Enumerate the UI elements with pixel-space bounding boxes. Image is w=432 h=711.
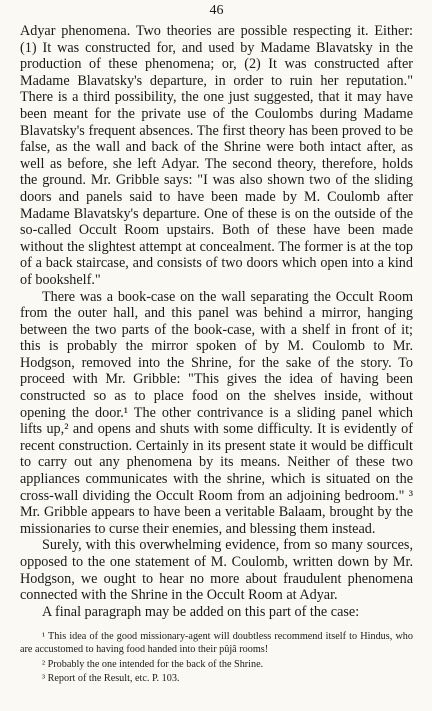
footnotes [20, 631, 413, 685]
footnote-2: ² Probably the one intended for the back of the Shrine. [42, 658, 264, 670]
paragraph-4: A final paragraph may be added on this part of the case: [42, 603, 360, 620]
page-number: 46 [209, 3, 224, 18]
footnote-3: ³ Report of the Result, etc. P. 103. [42, 673, 180, 685]
footnote-1: ¹ This idea of the good missionary-agent will doubtless recommend itself to Hindus, who are accustomed to having food handed into their pûjâ rooms! [20, 631, 413, 655]
paragraph-3: Surely, with this overwhelming evidence, from so many sources, opposed to the one statement of M. Coulomb, written down by Mr. Hodgson, we ought to hear no more about fraudulent phenomena connected with the Shrine in the Occult Room at Adyar. [20, 537, 413, 604]
paragraph-1: Adyar phenomena. Two theories are possible respecting it. Either: (1) It was constructed for, and used by Madame Blavatsky in the production of these phenomena; or, (2) It was constructed after Madame Blavatsky's departure, in order to ruin her reputation." There is a third possibility, the one just suggested, that it may have been meant for the private use of the Coulombs during Madame Blavatsky's frequent absences. The first theory has been proved to be false, as the wall and back of the Shrine were both intact after, as well as before, she left Adyar. The second theory, therefore, holds the ground. Mr. Gribble says: "I was also shown two of the sliding doors and panels said to have been made by M. Coulomb after Madame Blavatsky's departure. One of these is on the outside of the so-called Occult Room upstairs. Both of these have been made without the slightest attempt at concealment. The former is at the top of a back staircase, and consists of two doors which open into a kind of bookshelf." [20, 23, 413, 288]
paragraph-2: There was a book-case on the wall separating the Occult Room from the outer hall, and this panel was behind a mirror, hanging between the two parts of the book-case, with a shelf in front of it; this is probably the mirror spoken of by M. Coulomb to Mr. Hodgson, removed into the Shrine, for the sake of the story. To proceed with Mr. Gribble: "This gives the idea of having been constructed so as to place food on the shelves inside, without opening the door.¹ The other contrivance is a sliding panel which lifts up,² and opens and shuts with some difficulty. It is evidently of recent construction. Certainly in its present state it would be difficult to carry out any phenomena by its means. Neither of these two appliances communicates with the shrine, which is situated on the cross-wall dividing the Occult Room from an adjoining bedroom." ³ Mr. Gribble appears to have been a veritable Balaam, brought by the missionaries to curse their enemies, and blessing them instead. [20, 288, 413, 537]
body-text [20, 23, 413, 620]
